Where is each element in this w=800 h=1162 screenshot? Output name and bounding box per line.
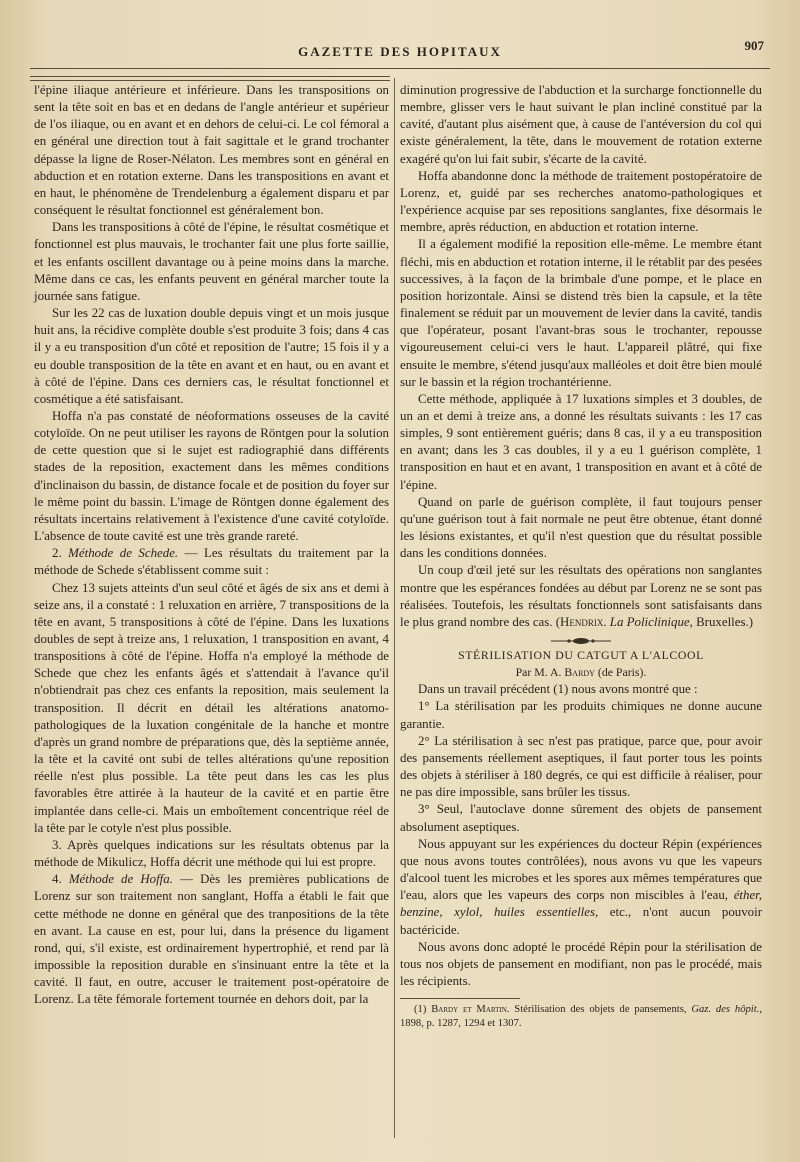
ornament-divider — [400, 633, 762, 641]
paragraph: 1° La stérilisation par les produits chimiques ne donne aucune garantie. — [400, 699, 762, 731]
paragraph-text-end: etc., n'ont aucun pouvoir bactéricide. — [400, 905, 762, 937]
paragraph: Hoffa n'a pas constaté de néoformations osseuses de la cavité cotyloïde. On ne peut utiliser les rayons de Röntgen pour la solution de cette question que si le sujet est radiographié dans différents stades de la reposition, exactement dans les mêmes conditions d'inclinaison du bassin, de distance focale et de position du foyer sur le même point du bassin. L'image de Röntgen donne également des résultats incertains relativement à l'existence d'une cavité cotyloïde. L'absence de toute cavité est une très grande rareté. — [34, 408, 389, 544]
paragraph: Quand on parle de guérison complète, il faut toujours penser qu'une guérison tout à fait normale ne peut être obtenue, étant donné les lésions existantes, et qu'il n'est question que du résultat possible dans les conditions données. — [400, 494, 762, 561]
byline-author: Bardy — [564, 665, 595, 680]
citation-journal: La Policlinique — [609, 614, 690, 629]
paragraph-text: — Les résultats du traitement par la méthode de Schede s'établissent comme suit : — [34, 546, 389, 578]
paragraph: diminution progressive de l'abduction et la surcharge fonctionnelle du membre, glisser vers le haut suivant le plan incliné constitué par la cavité, d'autant plus aisément que, à cause de l'antéversion du col qui existe généralement, la tête, dans le mouvement de rotation externe exagéré qu'on lui fait subir, s'écarte de la cavité. — [400, 83, 762, 166]
footnote-end: , 1898, p. 1287, 1294 et 1307. — [400, 1004, 762, 1030]
paragraph: Hoffa abandonne donc la méthode de traitement postopératoire de Lorenz, et, guidé par ses recherches anatomo-pathologiques et l'expérience acquise par ses repositions sanglantes, fixe désormais le membre, après réduction, en abduction et rotation interne. — [400, 168, 762, 235]
footnote-rule — [400, 998, 520, 999]
paragraph: l'épine iliaque antérieure et inférieure. Dans les transpositions on sent la tête soit en bas et en dedans de l'angle antérieur et supérieur de l'os iliaque, ou en avant et en dehors de celui-ci. Le col fémoral a en général une direction tout à fait sagittale et le grand trochanter dépasse la ligne de Roser-Nélaton. Les membres sont en général en abduction et en rotation externe. Dans les transpositions en avant et en haut, le phénomène de Trendelenburg a également disparu et par conséquent le résultat fonctionnel est généralement bon. — [34, 83, 389, 218]
italic-list: éther, benzine, xylol, huiles essentielles, — [400, 888, 762, 920]
right-column — [400, 82, 762, 1031]
method-title: Méthode de Hoffa. — [68, 872, 173, 887]
column-divider — [394, 78, 395, 1138]
article-byline — [400, 664, 762, 681]
paragraph: 2° La stérilisation à sec n'est pas pratique, parce que, pour avoir des pansements réellement aseptiques, il faut porter tous les points des objets à stériliser à 180 degrés, ce qui est difficile à réaliser, pour ne pas dire impossible, sans brûler les tissus. — [400, 733, 762, 800]
paragraph: Chez 13 sujets atteints d'un seul côté et âgés de six ans et demi à seize ans, il a constaté : 1 reluxation en arrière, 7 transpositions de la tête en avant, 5 transpositions à côté de l'épine. Dans les luxations doubles de sept à treize ans, 1 reluxation, 1 transposition en avant, 4 transpositions à côté de l'épine. Hoffa n'a employé la méthode de Schede que chez les enfants âgés et s'attendait à l'avance qu'il n'obtiendrait pas chez ces enfants la reposition, mais seulement la transposition. Il décrit en détail les altérations anatomo-pathologiques de la luxation congénitale de la hanche et montre d'après un grand nombre de préparations que, dès la septième année, la tête et la cavité ont subi de telles altérations qu'une reposition réelle n'est plus possible. La tête peut dans les cas les plus favorables être attirée à la hauteur de la cavité et en partie être implantée dans celle-ci. Mais un emboîtement concentrique réel de la tête par le cotyle n'est plus possible. — [34, 580, 389, 835]
page-number: 907 — [744, 38, 764, 53]
paragraph-vapeurs — [400, 836, 762, 939]
paragraph: Nous avons donc adopté le procédé Répin pour la stérilisation de tous nos objets de pansement en modifiant, non pas le procédé, mais les récipients. — [400, 939, 762, 988]
footnote-marker: (1) — [414, 1004, 432, 1016]
footnote-authors: Bardy et Martin — [431, 1004, 507, 1016]
method-title: Méthode de Schede. — [68, 546, 179, 561]
header-double-rule — [30, 76, 390, 81]
ornament-icon — [551, 637, 611, 645]
footnote-journal: Gaz. des hôpit. — [691, 1004, 760, 1016]
paragraph: Dans les transpositions à côté de l'épine, le résultat cosmétique et fonctionnel est plus mauvais, le trochanter fait une plus forte saillie, et les enfants oscillent davantage ou à peine moins dans la marche. Même dans ce cas, les enfants peuvent en général marcher toute la journée sans fatigue. — [34, 220, 389, 303]
byline-prefix: Par M. A. — [515, 665, 565, 680]
footnote-title: . Stérilisation des objets de pansements, — [506, 1004, 687, 1016]
paragraph: Cette méthode, appliquée à 17 luxations simples et 3 doubles, de un an et demi à treize ans, a donné les résultats suivants : les 17 cas simples, 9 sont entièrement guéris; dans 8 cas, il y a eu transposition en avant; dans les 3 cas doubles, il y a eu 1 guérison complète, 1 transposition en haut et en avant, 1 transposition en avant et à côté de l'épine. — [400, 391, 762, 492]
page-header — [30, 38, 770, 69]
journal-title: GAZETTE DES HOPITAUX — [298, 44, 502, 59]
paragraph: Il a également modifié la reposition elle-même. Le membre étant fléchi, mis en abduction et rotation interne, il le rétablit par des pesées successives, à la façon de la brimbale d'une pompe, et le place en position horizontale. Ainsi se distend très bien la capsule, et la tête finalement se réduit par un mouvement de levier dans la cavité, tandis que l'opérateur, posant l'avant-bras sous le trochanter, repousse vigoureusement celui-ci vers le haut. L'appareil plâtré, qui fixe ensuite le membre, s'étend jusqu'aux malléoles et doit être bien moulé sur le bassin et la région trochantérienne. — [400, 237, 762, 389]
section-number: 4. — [52, 872, 62, 887]
footnote-text — [400, 1003, 762, 1031]
left-column — [34, 82, 389, 1008]
paragraph-text: Un coup d'œil jeté sur les résultats des opérations non sanglantes montre que les espérances fondées au début par Lorenz ne se sont pas réalisées. Toutefois, les résultats fonctionnels sont satisfaisants dans le plus grand nombre des cas. — [400, 563, 762, 629]
section-number: 2. — [52, 546, 62, 561]
paragraph: Dans un travail précédent (1) nous avons montré que : — [418, 682, 698, 697]
paragraph-citation: Un coup d'œil jeté sur les résultats des opérations non sanglantes montre que les espérances fondées au début par Lorenz ne se sont pas réalisées. Toutefois, les résultats fonctionnels sont satisfaisants dans le plus grand nombre des cas. (Hendrix. La Policlinique, Bruxelles.) — [400, 563, 762, 629]
paragraph: 3° Seul, l'autoclave donne sûrement des objets de pansement absolument aseptiques. — [400, 802, 762, 834]
paragraph-text: Nous appuyant sur les expériences du docteur Répin (expériences que nous avons toutes contrôlées), nous avons vu que les vapeurs d'alcool tuent les microbes et les spores aux mêmes températures que l'eau, alors que les vapeurs des corps non miscibles à l'eau, — [400, 836, 762, 903]
footnote — [400, 1003, 762, 1031]
citation-author: Hendrix — [560, 614, 604, 629]
byline-suffix: (de Paris). — [594, 665, 647, 680]
paragraph-hoffa — [34, 871, 389, 1008]
paragraph: 3. Après quelques indications sur les résultats obtenus par la méthode de Mikulicz, Hoffa décrit une méthode qui lui est propre. — [34, 837, 389, 870]
paragraph: Sur les 22 cas de luxation double depuis vingt et un mois jusque huit ans, la récidive complète double s'est produite 3 fois; dans 4 cas il y a eu transposition d'un côté et reposition de l'autre; 15 fois il y a eu double transposition de la tête en avant et en haut, ou en avant et à côté de l'épine. Dans ces derniers cas, le résultat fonctionnel et cosmétique a été satisfaisant. — [34, 306, 389, 406]
paragraph-schede — [34, 545, 389, 579]
article-title: STÉRILISATION DU CATGUT A L'ALCOOL — [458, 648, 704, 662]
paragraph-text: — Dès les premières publications de Lorenz sur son traitement non sanglant, Hoffa a établi le fait que cette méthode ne donne en général que des tranpositions de la tête en avant. La cause en est, pour lui, dans la présence du ligament rond, qui, s'il existe, est ordinairement hypertrophié, et rend par là impossible la reposition durable en s'insinuant entre la tête et la cavité. Il faut, en outre, accuser le traitement post-opératoire de Lorenz. La tête fémorale fortement tournée en dehors doit, par la — [34, 872, 389, 1007]
citation-place: , Bruxelles.) — [689, 614, 753, 629]
